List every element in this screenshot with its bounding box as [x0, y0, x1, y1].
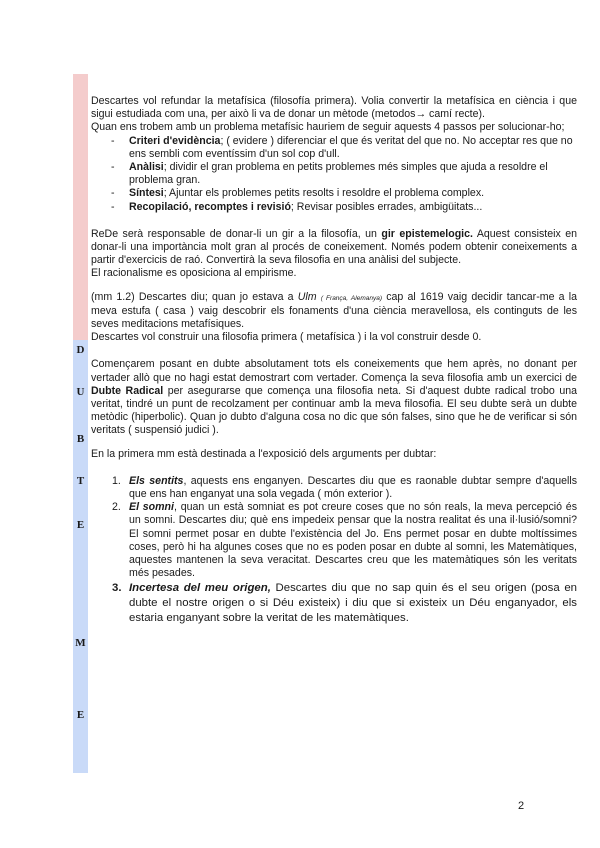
- document-body: [91, 95, 577, 626]
- rede-paragraph: ReDe serà responsable de donar-li un gir a la filosofía, un gir epistemelogic. Aquest consisteix en donar-li una importància molt gran al procés de coneixement. Només podem obtenir coneixements a partir d'exercicis de raó. Convertirà la seva filosofia en una anàlisi del subjecte.: [91, 227, 577, 267]
- margin-letter: U: [76, 386, 85, 398]
- intro-question: Quan ens trobem amb un problema metafísic hauriem de seguir aquests 4 passos per solucionar-ho;: [91, 121, 565, 134]
- margin-letter: E: [76, 519, 85, 531]
- steps-list: [91, 135, 577, 214]
- arguments-list: [91, 475, 577, 626]
- list-item: 1. Els sentits, aquests ens enganyen. Descartes diu que es raonable dubtar sempre d'aquells que ens han enganyat una sola vegada ( món exterior ).: [112, 474, 577, 501]
- list-item: - Anàlisi; dividir el gran problema en petits problemes més simples que ajuda a resoldre el problema gran.: [111, 161, 577, 187]
- margin-letter: D: [76, 344, 85, 356]
- ulm-paragraph: (mm 1.2) Descartes diu; quan jo estava a Ulm ( França, Alemanya) cap al 1619 vaig decidir tancar-me a la meva estufa ( casa ) vaig descobrir els fonaments d'una ciència meravellosa, els continguts de les seves meditacions metafísiques.: [91, 290, 578, 331]
- primera-line: En la primera mm està destinada a l'exposició dels arguments per dubtar:: [91, 447, 437, 460]
- ulm-line: Descartes vol construir una filosofia primera ( metafísica ) i la vol construir desde 0.: [91, 331, 482, 344]
- page-number: 2: [518, 800, 525, 812]
- margin-letter: M: [75, 637, 86, 649]
- dubte-paragraph: Començarem posant en dubte absolutament tots els coneixements que hem après, no donant per vertader allò que no hagi estat demostrart com vertader. Comença la seva filosofia amb un exercici de Dubte Radical per asegurarse que comença una filosofia neta. Si d'aquest dubte radical trobo una veritat, tindré un punt de recolzament per continuar amb la meva filosofia. El seu dubte serà un dubte metòdic (hiperbolic). Quan jo dubto d'alguna cosa no dic que són falses, sino que he de verificar si són veritats ( suspensió judici ).: [91, 358, 577, 437]
- list-item: 2. El somni, quan un està somniat es pot creure coses que no són reals, la meva percepció és un somni. Descartes diu; què ens impedeix pensar que la nostra realitat és una il·lusió/somni? El somni permet posar en dubte l'existència del Jo. Ens permet posar en dubte moltíssimes coses, però hi ha algunes coses que no es poden posar en dubte al somni, les Matemàtiques, aquestes mantenen la seva veracitat. Descartes creu que les matemàtiques són les veritats més pesades.: [112, 501, 577, 580]
- list-item: - Recopilació, recomptes i revisió; Revisar posibles errades, ambigüitats...: [111, 201, 577, 214]
- margin-letter: E: [76, 709, 85, 721]
- margin-letter: B: [76, 433, 85, 445]
- list-item: - Síntesi; Ajuntar els problemes petits resolts i resoldre el problema complex.: [111, 187, 577, 200]
- margin-letter: T: [76, 475, 85, 487]
- rede-line: El racionalisme es oposiciona al empirisme.: [91, 267, 297, 280]
- list-item: 3. Incertesa del meu origen, Descartes diu que no sap quin és el seu origen (posa en dubte el nostre origen o si Déu existeix) i diu que si existeix un Déu enganyador, els estaria enganyant sobre la veritat de les matemàtiques.: [112, 581, 577, 624]
- margin-bar-pink: [73, 74, 88, 340]
- list-item: - Criteri d'evidència; ( evidere ) diferenciar el que és veritat del que no. No acceptar res que no ens sembli com eventíssim d'un sol cop d'ull.: [111, 135, 577, 161]
- intro-paragraph: Descartes vol refundar la metafísica (filosofía primera). Volia convertir la metafísica en ciència i que sigui estudiada com una, per això li va de donar un mètode (metodos→ camí recte).: [91, 95, 577, 121]
